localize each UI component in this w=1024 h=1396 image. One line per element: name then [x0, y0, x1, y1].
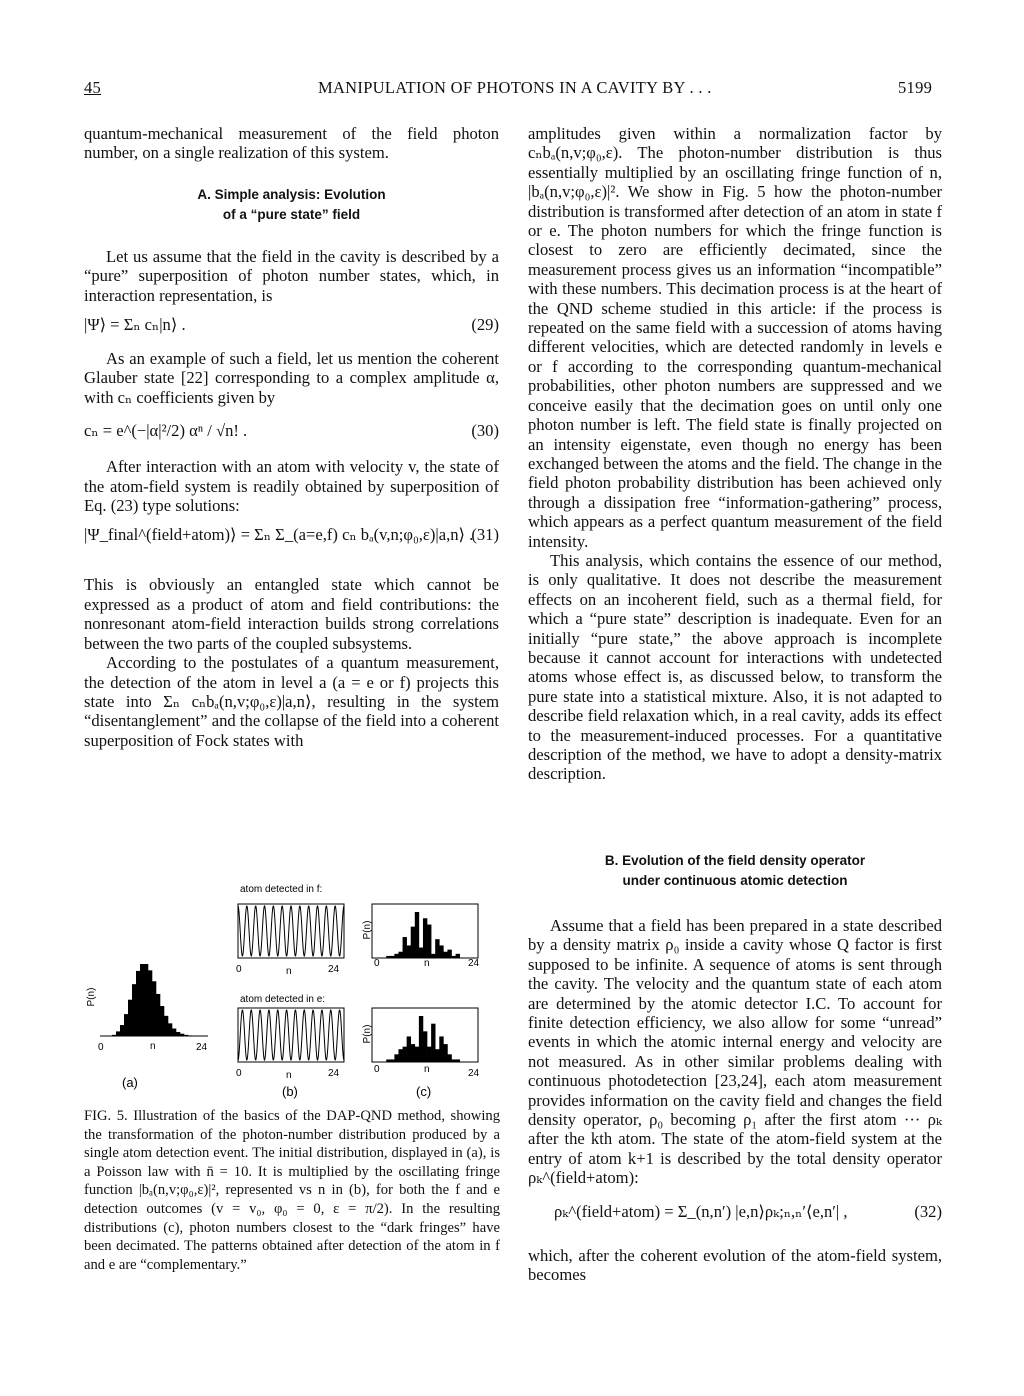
equation: |Ψ⟩ = Σₙ cₙ|n⟩ .	[84, 315, 186, 335]
bar	[423, 1031, 427, 1062]
bar	[447, 950, 451, 958]
panel-b-e-chart	[236, 1008, 344, 1099]
running-title: MANIPULATION OF PHOTONS IN A CAVITY BY . . .	[318, 78, 712, 97]
tick-label: 0	[236, 1068, 242, 1079]
label-atom-f: atom detected in f:	[240, 884, 323, 895]
right-column-lower	[528, 916, 942, 1285]
bar	[415, 912, 419, 958]
equation-30	[84, 407, 499, 457]
bar	[411, 1044, 415, 1062]
left-column	[84, 124, 499, 750]
figure-caption: FIG. 5. Illustration of the basics of the DAP-QND method, showing the transformation of the photon-number distribution produced by a single atom detection event. The initial distribution, displayed in (a), is a Poisson law with n̄ = 10. It is multiplied by the oscillating fringe function |bₐ(n,v;φ₀,ε)|², represented vs n in (b), for both the f and e detection outcomes (v = v₀, φ₀ = 0, ε = π/2). In the resulting distributions (c), photon numbers closest to the “dark fringes” have been decimated. The patterns obtained after detection of the atom in f and e are “complementary.”	[84, 1108, 500, 1273]
bar	[390, 956, 394, 958]
tick-label: 24	[468, 1068, 480, 1079]
tick-label: 24	[328, 1068, 340, 1079]
section-heading-b	[528, 851, 942, 891]
tick-label: 0	[236, 964, 242, 975]
paragraph: quantum-mechanical measurement of the field photon number, on a single realization of this system.	[84, 124, 499, 163]
bar	[132, 984, 136, 1036]
bar	[419, 948, 423, 958]
paragraph: Let us assume that the field in the cavity is described by a “pure” superposition of photon number states, which, in interaction representation, is	[84, 246, 499, 305]
equation-number: (31)	[471, 525, 499, 545]
figure-5	[78, 850, 508, 1100]
panel-label-b: (b)	[282, 1084, 298, 1099]
bar	[390, 1059, 394, 1062]
bar	[431, 1024, 435, 1062]
page-number-right: 5199	[898, 78, 933, 97]
bar	[168, 1023, 172, 1036]
tick-label: 24	[468, 958, 480, 969]
bar	[456, 1059, 460, 1062]
equation-32	[528, 1188, 942, 1246]
bar	[398, 952, 402, 958]
bar	[128, 1000, 132, 1036]
paragraph: This analysis, which contains the essence of our method, is only qualitative. It does not describe the measurement effects on an incoherent field, such as a thermal field, for which a “pure state” description is inadequate. Even for an initially “pure state,” the above approach is incomplete because it cannot account for interactions with undetected atoms whose effect is, as discussed below, to transform the pure state into a statistical mixture. Also, it is not adapted to describe field relaxation which, in a real cavity, adds its effect to the measurement-induced processes. For a quantitative description of the method, we have to adopt a density-matrix description.	[528, 550, 942, 784]
equation-31	[84, 515, 499, 575]
section-heading-line: B. Evolution of the field density operator	[604, 853, 866, 868]
bar	[443, 952, 447, 958]
section-heading-line: under continuous atomic detection	[622, 873, 848, 888]
section-heading-line: A. Simple analysis: Evolution	[197, 186, 386, 202]
bar	[403, 1047, 407, 1062]
bar	[172, 1029, 176, 1036]
bar	[140, 964, 144, 1036]
y-axis-label: P(n)	[362, 920, 373, 940]
bar	[447, 1054, 451, 1062]
bar	[452, 956, 456, 958]
bar	[435, 939, 439, 958]
bar	[419, 1016, 423, 1062]
tick-label: n	[286, 966, 292, 977]
equation-number: (30)	[471, 421, 499, 441]
tick-label: n	[286, 1070, 292, 1081]
section-heading-a	[84, 185, 499, 225]
y-axis-label: P(n)	[86, 987, 97, 1007]
bar	[148, 970, 152, 1036]
panel-a-bars	[108, 964, 192, 1036]
bar	[398, 1049, 402, 1062]
bar	[443, 1044, 447, 1062]
bar	[427, 1047, 431, 1062]
equation: cₙ = e^(−|α|²/2) αⁿ / √n! .	[84, 421, 248, 441]
bar	[407, 1036, 411, 1062]
fringe-curve-f	[238, 906, 344, 956]
paragraph: which, after the coherent evolution of the atom-field system, becomes	[528, 1245, 942, 1285]
bar	[431, 954, 435, 958]
bar	[407, 945, 411, 958]
bar	[386, 1059, 390, 1062]
tick-label: 24	[196, 1042, 208, 1053]
equation-29	[84, 305, 499, 349]
tick-label: 0	[374, 958, 380, 969]
tick-label: n	[424, 1064, 430, 1075]
bar	[120, 1025, 124, 1036]
bar	[124, 1014, 128, 1036]
equation-number: (29)	[471, 315, 499, 335]
bar	[415, 1047, 419, 1062]
bar	[160, 1006, 164, 1036]
bar	[394, 1054, 398, 1062]
tick-label: n	[424, 958, 430, 969]
bar	[403, 937, 407, 958]
paragraph: Assume that a field has been prepared in a state described by a density matrix ρ₀ inside a cavity whose Q factor is first supposed to be infinite. A sequence of atoms is sent through the cavity. The velocity and the quantum state of each atom are determined by the atomic detector I.C. To account for finite detection efficiency, we also allow for some “unread” events in which the atomic internal energy and velocity are not measured. As in other similar problems dealing with continuous photodetection [23,24], each atom measurement provides information on the cavity field and changes the field density operator, ρ₀ becoming ρ₁ after the first atom ··· ρₖ after the kth atom. The state of the atom-field system at the entry of atom k+1 is described by the total density operator ρₖ^(field+atom):	[528, 916, 942, 1188]
bar	[452, 1059, 456, 1062]
label-atom-e: atom detected in e:	[240, 994, 326, 1005]
panel-label-c: (c)	[416, 1084, 432, 1099]
bar	[136, 971, 140, 1036]
paragraph: amplitudes given within a normalization factor by cₙbₐ(n,v;φ₀,ε). The photon-number distribution is thus essentially multiplied by an oscillating fringe function of n, |bₐ(n,v;φ₀,ε)|². We show in Fig. 5 how the photon-number distribution is transformed after detection of an atom in state f or e. The photon numbers for which the fringe function is closest to zero are efficiently decimated, since the measurement process gives us an information “incompatible” with these numbers. This decimation process is at the heart of the QND scheme studied in this article: if the process is repeated on the same field with a succession of atoms having different velocities, which are detected randomly in levels e or f according to the corresponding quantum-mechanical probabilities, other photon numbers are suppressed and we conceive easily that the decimation goes on until only one photon number is left. The field state is finally projected on an intensity eigenstate, even though no energy has been exchanged between the atoms and the field. The change in the field photon probability distribution has been achieved only through a dissipation free “information-gathering” process, which appears as a perfect quantum measurement of the field intensity.	[528, 124, 942, 551]
fringe-curve-e	[238, 1010, 344, 1060]
bar	[116, 1031, 120, 1036]
bar	[152, 981, 156, 1036]
tick-label: 24	[328, 964, 340, 975]
panel-c-e-bars	[386, 1016, 460, 1062]
y-axis-label: P(n)	[362, 1024, 373, 1044]
bar	[156, 994, 160, 1036]
panel-c-e-chart	[362, 1008, 480, 1099]
paragraph: As an example of such a field, let us mention the coherent Glauber state [22] corresponding to a complex amplitude α, with cₙ coefficients given by	[84, 349, 499, 407]
panel-a-chart	[86, 964, 208, 1090]
panel-b-f-chart	[236, 904, 344, 977]
equation: |Ψ_final^(field+atom)⟩ = Σₙ Σ_(a=e,f) cₙ bₐ(v,n;φ₀,ε)|a,n⟩ .	[84, 525, 474, 545]
tick-label: n	[150, 1041, 156, 1052]
bar	[411, 927, 415, 958]
section-heading-line: of a “pure state” field	[222, 206, 361, 222]
panel-c-f-chart	[362, 904, 480, 969]
bar	[439, 1036, 443, 1062]
bar	[435, 1049, 439, 1062]
bar	[176, 1032, 180, 1036]
paragraph: After interaction with an atom with velocity v, the state of the atom-field system is readily obtained by superposition of Eq. (23) type solutions:	[84, 457, 499, 516]
equation: ρₖ^(field+atom) = Σ_(n,n′) |e,n⟩ρₖ;ₙ,ₙ′⟨e,n′| ,	[554, 1201, 848, 1221]
paragraph: This is obviously an entangled state which cannot be expressed as a product of atom and field contributions: the nonresonant atom-field interaction builds strong correlations between the two parts of the coupled subsystems.	[84, 575, 499, 653]
right-column	[528, 124, 942, 784]
bar	[427, 925, 431, 958]
bar	[394, 954, 398, 958]
panel-label-a: (a)	[122, 1075, 138, 1090]
page-number-left: 45	[84, 78, 102, 97]
bar	[144, 964, 148, 1036]
equation-number: (32)	[914, 1201, 942, 1221]
paragraph: According to the postulates of a quantum measurement, the detection of the atom in level a (a = e or f) projects this state into Σₙ cₙbₐ(n,v;φ₀,ε)|a,n⟩, resulting in the system “disentanglement” and the collapse of the field into a coherent superposition of Fock states with	[84, 653, 499, 750]
bar	[456, 954, 460, 958]
tick-label: 0	[374, 1064, 380, 1075]
tick-label: 0	[98, 1042, 104, 1053]
panel-c-f-bars	[386, 912, 460, 958]
bar	[423, 918, 427, 958]
bar	[164, 1016, 168, 1036]
bar	[439, 945, 443, 958]
bar	[386, 956, 390, 958]
